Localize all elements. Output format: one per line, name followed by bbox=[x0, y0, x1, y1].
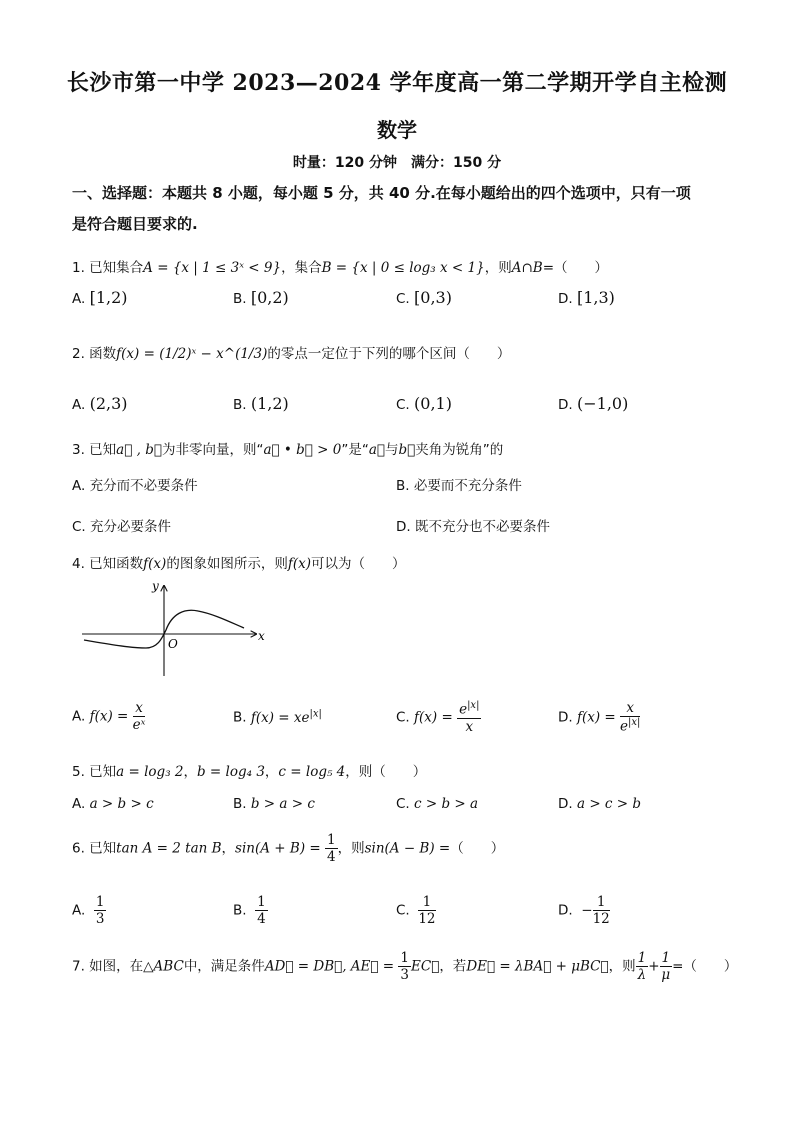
q5-option-a: A. a > b > c bbox=[72, 796, 154, 812]
q4-option-c: C. f(x) = $\frac{e^{|x|}}{x}$ bbox=[396, 700, 480, 735]
exam-title: 长沙市第一中学 2023—2024 学年度高一第二学期开学自主检测 bbox=[66, 70, 728, 96]
q6-option-b: B. $\frac{1}{4}$ bbox=[233, 894, 266, 928]
question-5: 5. 已知a = log₃ 2，b = log₄ 3，c = log₅ 4，则（ ） bbox=[72, 764, 427, 780]
q3-option-b: B. 必要而不充分条件 bbox=[396, 478, 522, 494]
section-instructions-line1: 一、选择题：本题共 8 小题，每小题 5 分，共 40 分.在每小题给出的四个选项中，只有一项 bbox=[72, 184, 691, 202]
q2-option-a: A. (2,3) bbox=[72, 394, 128, 413]
exam-subject: 数学 bbox=[377, 118, 417, 142]
question-6: 6. 已知tan A = 2 tan B，sin(A + B) = $\frac{1}{4}$ ，则sin(A − B) =（ ） bbox=[72, 832, 505, 866]
question-1: 1. 已知集合A = {x | 1 ≤ 3ˣ < 9}，集合B = {x | 0 ≤ log₃ x < 1}，则A∩B=（ ） bbox=[72, 260, 608, 276]
q2-option-b: B. (1,2) bbox=[233, 394, 289, 413]
function-expression: f(x) = (1/2)ˣ − x^(1/3) bbox=[116, 346, 268, 362]
q2-option-d: D. (−1,0) bbox=[558, 394, 629, 413]
q5-option-b: B. b > a > c bbox=[233, 796, 315, 812]
q1-option-d: D. [1,3) bbox=[558, 288, 615, 307]
question-3: 3. 已知a⃗ , b⃗为非零向量，则“a⃗ • b⃗ > 0”是“a⃗与b⃗夹角为锐角”的 bbox=[72, 442, 504, 458]
origin-label: O bbox=[168, 637, 178, 651]
q4-option-a: A. f(x) = $\frac{x}{\text{eˣ}}$ bbox=[72, 700, 146, 734]
q4-option-b: B. $f(x) = xe^{|x|}$ bbox=[233, 708, 322, 726]
q1-option-c: C. [0,3) bbox=[396, 288, 452, 307]
q1-option-b: B. [0,2) bbox=[233, 288, 289, 307]
axis-label-x: x bbox=[258, 629, 265, 643]
q3-option-c: C. 充分必要条件 bbox=[72, 519, 172, 535]
q6-option-d: D. − $\frac{1}{12}$ bbox=[558, 894, 610, 928]
set-a: A = {x | 1 ≤ 3ˣ < 9} bbox=[143, 260, 282, 276]
axis-label-y: y bbox=[152, 579, 159, 593]
q5-option-c: C. c > b > a bbox=[396, 796, 479, 812]
question-2: 2. 函数f(x) = (1/2)ˣ − x^(1/3)的零点一定位于下列的哪个区间（ ） bbox=[72, 346, 511, 362]
question-4: 4. 已知函数f(x)的图象如图所示，则f(x)可以为（ ） bbox=[72, 556, 406, 572]
q3-option-a: A. 充分而不必要条件 bbox=[72, 478, 198, 494]
exam-time-info: 时量：120 分钟 满分：150 分 bbox=[292, 155, 502, 171]
q5-option-d: D. a > c > b bbox=[558, 796, 642, 812]
section-instructions-line2: 是符合题目要求的. bbox=[72, 215, 198, 233]
q6-option-c: C. $\frac{1}{12}$ bbox=[396, 894, 436, 928]
q3-option-d: D. 既不充分也不必要条件 bbox=[396, 519, 550, 535]
q2-option-c: C. (0,1) bbox=[396, 394, 452, 413]
q4-option-d: D. f(x) = $\frac{x}{e^{|x|}}$ bbox=[558, 700, 641, 735]
q6-option-a: A. $\frac{1}{3}$ bbox=[72, 894, 105, 928]
q1-option-a: A. [1,2) bbox=[72, 288, 128, 307]
set-b: B = {x | 0 ≤ log₃ x < 1} bbox=[321, 260, 485, 276]
function-graph bbox=[80, 576, 270, 684]
question-7: 7. 如图，在△ABC中，满足条件AD⃗ = DB⃗, AE⃗ = $\frac{1}{3}$ EC⃗，若DE⃗ = λBA⃗ + μBC⃗，则 $\frac{1}{\lambda}$ + $\frac{1}{\mu}$ =（ ） bbox=[72, 950, 738, 984]
